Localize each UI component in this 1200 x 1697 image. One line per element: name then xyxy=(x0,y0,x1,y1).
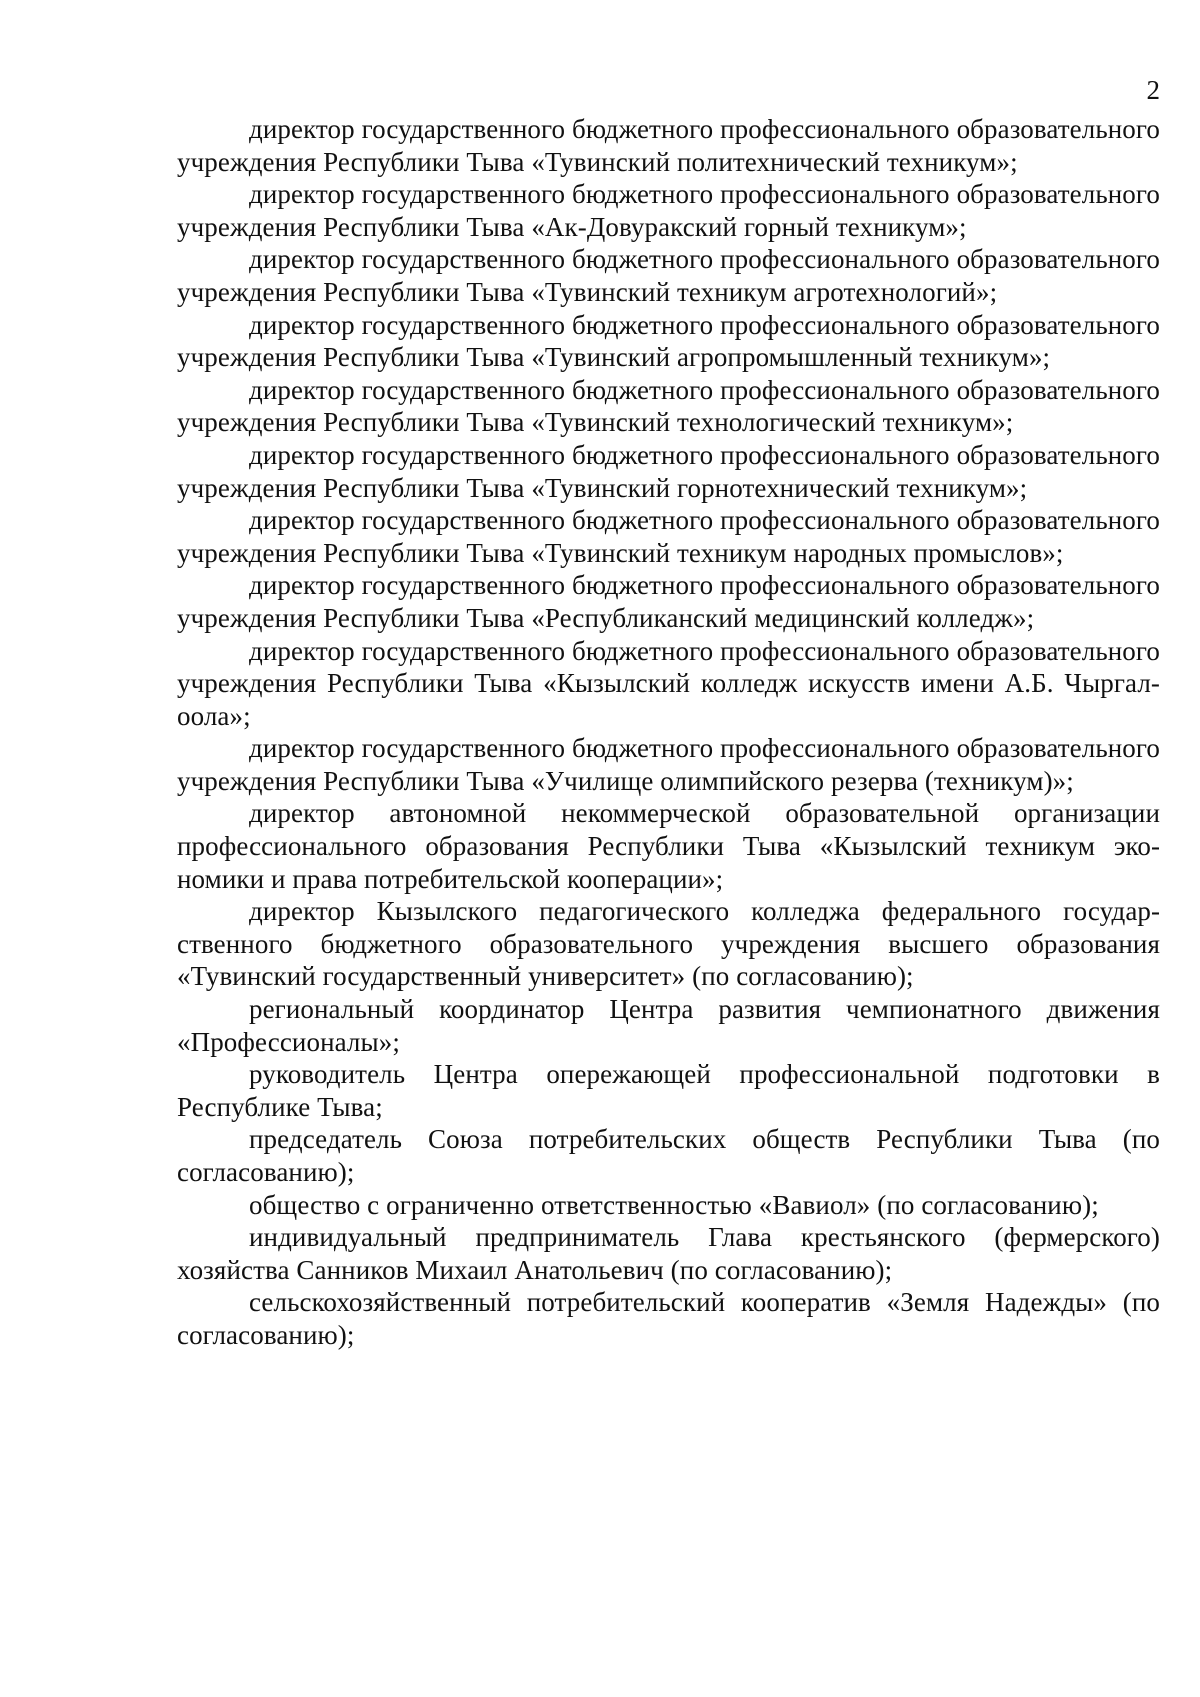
list-item: директор государственного бюджетного профессионального образовательного учреждения Республики Тыва «Тувинский техникум агротехнологий»; xyxy=(177,244,1160,307)
list-item: региональный координатор Центра развития чемпионатного движения «Профессионалы»; xyxy=(177,994,1160,1057)
list-item: директор государственного бюджетного профессионального образовательного учреждения Республики Тыва «Училище олимпийского резерва (техникум)»; xyxy=(177,733,1160,796)
list-item: руководитель Центра опережающей профессиональной подготовки в Республике Тыва; xyxy=(177,1059,1160,1122)
list-item: директор государственного бюджетного профессионального образовательного учреждения Республики Тыва «Кызылский колледж искусств имени А.Б. Чыргал-оола»; xyxy=(177,635,1160,731)
list-item: директор государственного бюджетного профессионального образовательного учреждения Республики Тыва «Республиканский медицинский колледж»; xyxy=(177,570,1160,633)
list-item: директор государственного бюджетного профессионального образовательного учреждения Республики Тыва «Тувинский технологический техникум»; xyxy=(177,374,1160,438)
page-number: 2 xyxy=(1146,75,1160,105)
list-item: директор Кызылского педагогического колледжа федерального государственного бюджетного образовательного учреждения высшего образования «Тувинский государственный университет» (по согласованию); xyxy=(177,896,1160,992)
list-item: директор государственного бюджетного профессионального образовательного учреждения Республики Тыва «Тувинский горнотехнический техникум»; xyxy=(177,439,1160,503)
list-item: директор государственного бюджетного профессионального образовательного учреждения Республики Тыва «Тувинский техникум народных промыслов»; xyxy=(177,505,1160,568)
list-item: директор государственного бюджетного профессионального образовательного учреждения Республики Тыва «Ак-Довуракский горный техникум»; xyxy=(177,179,1160,242)
list-item: директор автономной некоммерческой образовательной организации профессионального образования Республики Тыва «Кызылский техникум экономики и права потребительской кооперации»; xyxy=(177,798,1160,894)
list-item: сельскохозяйственный потребительский кооператив «Земля Надежды» (по согласованию); xyxy=(177,1287,1160,1350)
list-item: индивидуальный предприниматель Глава крестьянского (фермерского) хозяйства Санников Михаил Анатольевич (по согласованию); xyxy=(177,1222,1160,1285)
list-item: общество с ограниченно ответственностью «Вавиол» (по согласованию); xyxy=(249,1189,1099,1220)
list-item: директор государственного бюджетного профессионального образовательного учреждения Республики Тыва «Тувинский агропромышленный техникум»; xyxy=(177,309,1160,373)
list-item: председатель Союза потребительских обществ Республики Тыва (по согласованию); xyxy=(177,1124,1160,1187)
list-item: директор государственного бюджетного профессионального образовательного учреждения Республики Тыва «Тувинский политехнический техникум»; xyxy=(177,114,1160,177)
document-body xyxy=(177,113,1160,1352)
